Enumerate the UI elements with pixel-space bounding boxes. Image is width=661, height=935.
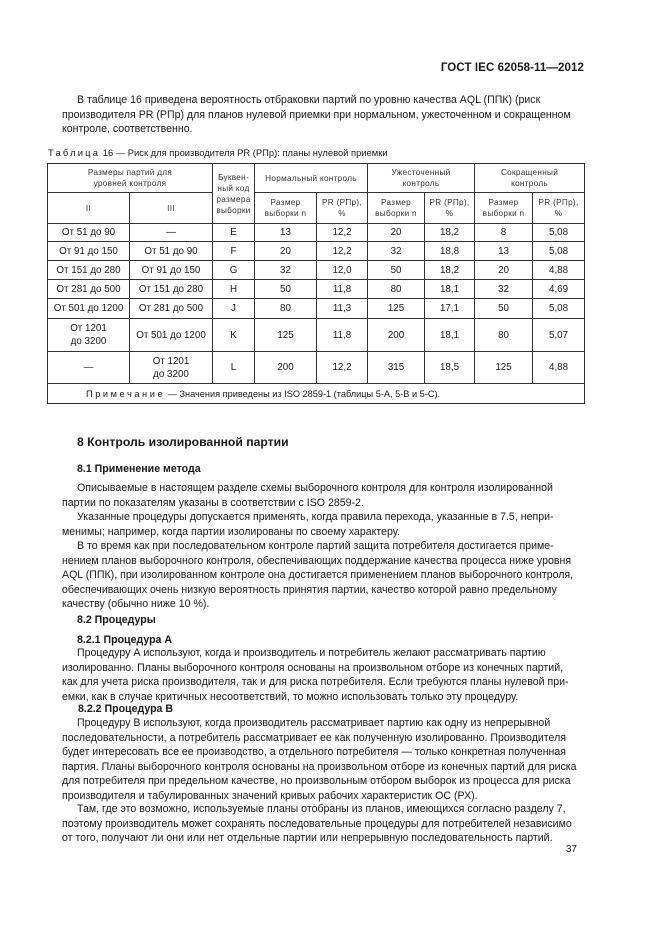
cell-code-letter: F — [213, 242, 255, 261]
cell-lot-level-3: От 151 до 280 — [130, 280, 213, 299]
table-caption — [48, 147, 388, 158]
text-line: поэтому производитель может сохранять последовательные процедуры для потребителей независимо — [62, 817, 572, 830]
cell-lot-level-2: От 281 до 500 — [48, 280, 130, 299]
cell-tightened-pr: 18,5 — [425, 352, 475, 384]
text-line: емки, как в случае критичных несоответствий, то можно использовать только эту процедуру. — [62, 690, 519, 703]
header-level-2: II — [48, 193, 130, 224]
cell-normal-n: 32 — [255, 261, 317, 280]
header-code-letter: Буквен-ный код размера выборки — [213, 164, 255, 224]
table-caption-label: Таблица — [48, 147, 101, 158]
header-sample-size: Размер выборки n — [255, 193, 317, 224]
header-level-3: III — [130, 193, 213, 224]
table-row — [48, 242, 585, 261]
cell-code-letter: J — [213, 299, 255, 319]
cell-tightened-n: 125 — [368, 299, 425, 319]
cell-normal-n: 13 — [255, 224, 317, 242]
cell-tightened-n: 80 — [368, 280, 425, 299]
text-line: нением планов выборочного контроля, обеспечивающих поддержание качества процесса ниже уровня — [62, 554, 572, 567]
text-line: контроле, соответственно. — [62, 123, 193, 136]
cell-code-letter: K — [213, 319, 255, 352]
paragraph — [62, 539, 583, 612]
cell-reduced-pr: 5,08 — [533, 299, 585, 319]
cell-tightened-n: 315 — [368, 352, 425, 384]
header-normal: Нормальный контроль — [255, 164, 368, 193]
cell-reduced-pr: 5,08 — [533, 224, 585, 242]
document-header: ГОСТ IEC 62058-11—2012 — [440, 62, 584, 74]
text-line: производителя и табулированных значений кривых рабочих характеристик ОС (РХ). — [62, 789, 478, 802]
text-line: последовательности, а потребитель рассматривает ее как полученную изолированно. Производителя — [62, 731, 566, 744]
cell-lot-level-3: От 51 до 90 — [130, 242, 213, 261]
cell-reduced-pr: 4,88 — [533, 352, 585, 384]
table-note-label: Примечание — [86, 388, 166, 399]
text-line: для потребителя при предельном качестве, но произвольным отбором выборок из процесса для риска — [62, 775, 571, 788]
paragraph — [62, 510, 583, 539]
cell-reduced-n: 20 — [475, 261, 533, 280]
text-line: Описываемые в настоящем разделе схемы выборочного контроля для контроля изолированной — [77, 482, 553, 494]
cell-lot-level-3: От 91 до 150 — [130, 261, 213, 280]
header-sample-size: Размер выборки n — [368, 193, 425, 224]
cell-code-letter: G — [213, 261, 255, 280]
cell-normal-pr: 11,3 — [317, 299, 368, 319]
cell-lot-level-2: От 501 до 1200 — [48, 299, 130, 319]
cell-tightened-pr: 18,1 — [425, 319, 475, 352]
cell-tightened-n: 20 — [368, 224, 425, 242]
header-pr: PR (РПр), % — [317, 193, 368, 224]
table-row — [48, 352, 585, 384]
cell-reduced-n: 125 — [475, 352, 533, 384]
text-line: обеспечивающих очень низкую вероятность принятия партии, качество которой равно предельному — [62, 583, 557, 596]
cell-lot-level-2: От 1201 до 3200 — [48, 319, 130, 352]
header-tightened: Ужесточенный контроль — [368, 164, 475, 193]
text-line: В то время как при последовательном контроле партий защита потребителя достигается приме- — [77, 540, 554, 552]
section-8-2-2-title: 8.2.2 Процедура В — [78, 703, 174, 715]
cell-normal-n: 50 — [255, 280, 317, 299]
table-row — [48, 299, 585, 319]
text-line: партия. Планы выборочного контроля основаны на произвольном отборе из конечных партий для риска — [62, 760, 577, 773]
cell-lot-level-3: От 1201 до 3200 — [130, 352, 213, 384]
cell-normal-pr: 11,8 — [317, 319, 368, 352]
header-lot-sizes: Размеры партий для уровней контроля — [48, 164, 213, 193]
cell-lot-level-3: От 281 до 500 — [130, 299, 213, 319]
cell-reduced-n: 8 — [475, 224, 533, 242]
paragraph — [62, 646, 583, 704]
text-line: производителя PR (РПр) для планов нулевой приемки при нормальном, ужесточенном и сокращенном — [62, 108, 571, 121]
text-line: Указанные процедуры допускается применять, когда правила перехода, указанные в 7.5, непри- — [77, 511, 554, 523]
cell-tightened-pr: 18,2 — [425, 224, 475, 242]
cell-code-letter: E — [213, 224, 255, 242]
header-pr: PR (РПр), % — [425, 193, 475, 224]
section-8-2-1-title: 8.2.1 Процедура А — [77, 634, 173, 646]
cell-normal-pr: 11,8 — [317, 280, 368, 299]
cell-lot-level-2: От 91 до 150 — [48, 242, 130, 261]
paragraph — [62, 802, 583, 846]
cell-tightened-n: 32 — [368, 242, 425, 261]
cell-code-letter: H — [213, 280, 255, 299]
cell-lot-level-2: — — [48, 352, 130, 384]
paragraph — [62, 716, 583, 804]
cell-tightened-pr: 18,2 — [425, 261, 475, 280]
header-pr: PR (РПр), % — [533, 193, 585, 224]
table-row — [48, 224, 585, 242]
page-number: 37 — [565, 844, 577, 855]
cell-reduced-pr: 5,08 — [533, 242, 585, 261]
intro-paragraph — [62, 93, 583, 137]
cell-code-letter: L — [213, 352, 255, 384]
cell-normal-pr: 12,2 — [317, 242, 368, 261]
table-row — [48, 261, 585, 280]
cell-tightened-pr: 18,1 — [425, 280, 475, 299]
cell-reduced-pr: 4,69 — [533, 280, 585, 299]
text-line: AQL (ППК), при изолированном контроле она достигается применением планов выборочного контроля, — [62, 569, 574, 582]
text-line: Там, где это возможно, используемые планы отобраны из планов, имеющихся согласно разделу 7, — [77, 803, 566, 815]
text-line: будет интересовать все ее производство, а отдельного потребителя — только конкретная полученная — [62, 746, 567, 759]
section-8-1-title: 8.1 Применение метода — [77, 463, 201, 475]
cell-normal-n: 20 — [255, 242, 317, 261]
table-row — [48, 280, 585, 299]
section-8-title: 8 Контроль изолированной партии — [77, 435, 289, 449]
cell-lot-level-3: От 501 до 1200 — [130, 319, 213, 352]
cell-reduced-pr: 4,88 — [533, 261, 585, 280]
header-reduced: Сокращенный контроль — [475, 164, 585, 193]
text-line: Процедуру А используют, когда и производитель и потребитель желают рассматривать партию — [77, 647, 546, 659]
text-line: менимы; например, когда партии изолированы по своему характеру. — [62, 525, 400, 538]
cell-normal-pr: 12,2 — [317, 352, 368, 384]
text-line: как для учета риска производителя, так и для риска потребителя. Если требуются планы нулевой при- — [62, 676, 569, 689]
section-8-2-title: 8.2 Процедуры — [77, 614, 156, 626]
text-line: Процедуру В используют, когда производитель рассматривает партию как одну из непрерывной — [77, 717, 551, 729]
table-note — [48, 384, 585, 404]
cell-reduced-n: 80 — [475, 319, 533, 352]
cell-lot-level-3: — — [130, 224, 213, 242]
text-line: качеству (обычно ниже 10 %). — [62, 598, 210, 611]
cell-reduced-n: 50 — [475, 299, 533, 319]
table-row — [48, 319, 585, 352]
cell-normal-n: 80 — [255, 299, 317, 319]
cell-normal-n: 125 — [255, 319, 317, 352]
cell-normal-pr: 12,2 — [317, 224, 368, 242]
producer-risk-table — [47, 163, 585, 404]
cell-lot-level-2: От 151 до 280 — [48, 261, 130, 280]
cell-tightened-n: 50 — [368, 261, 425, 280]
header-sample-size: Размер выборки n — [475, 193, 533, 224]
table-note-text: — Значения приведены из ISO 2859-1 (таблицы 5-А, 5-В и 5-С). — [165, 388, 441, 399]
paragraph — [62, 481, 583, 510]
cell-normal-n: 200 — [255, 352, 317, 384]
cell-reduced-n: 13 — [475, 242, 533, 261]
cell-reduced-pr: 5,07 — [533, 319, 585, 352]
text-line: В таблице 16 приведена вероятность отбраковки партий по уровню качества AQL (ППК) (риск — [77, 94, 541, 106]
cell-tightened-pr: 18,8 — [425, 242, 475, 261]
cell-tightened-pr: 17,1 — [425, 299, 475, 319]
cell-normal-pr: 12,0 — [317, 261, 368, 280]
cell-lot-level-2: От 51 до 90 — [48, 224, 130, 242]
text-line: партии по показателям указаны в соответствии с ISO 2859-2. — [62, 496, 364, 509]
cell-tightened-n: 200 — [368, 319, 425, 352]
table-caption-text: 16 — Риск для производителя PR (РПр): планы нулевой приемки — [100, 147, 388, 158]
cell-reduced-n: 32 — [475, 280, 533, 299]
text-line: изолированно. Планы выборочного контроля основаны на произвольном отборе из конечных партий, — [62, 661, 564, 674]
text-line: от того, получают ли они или нет отдельные партии или непрерывную последовательность партий. — [62, 832, 553, 845]
